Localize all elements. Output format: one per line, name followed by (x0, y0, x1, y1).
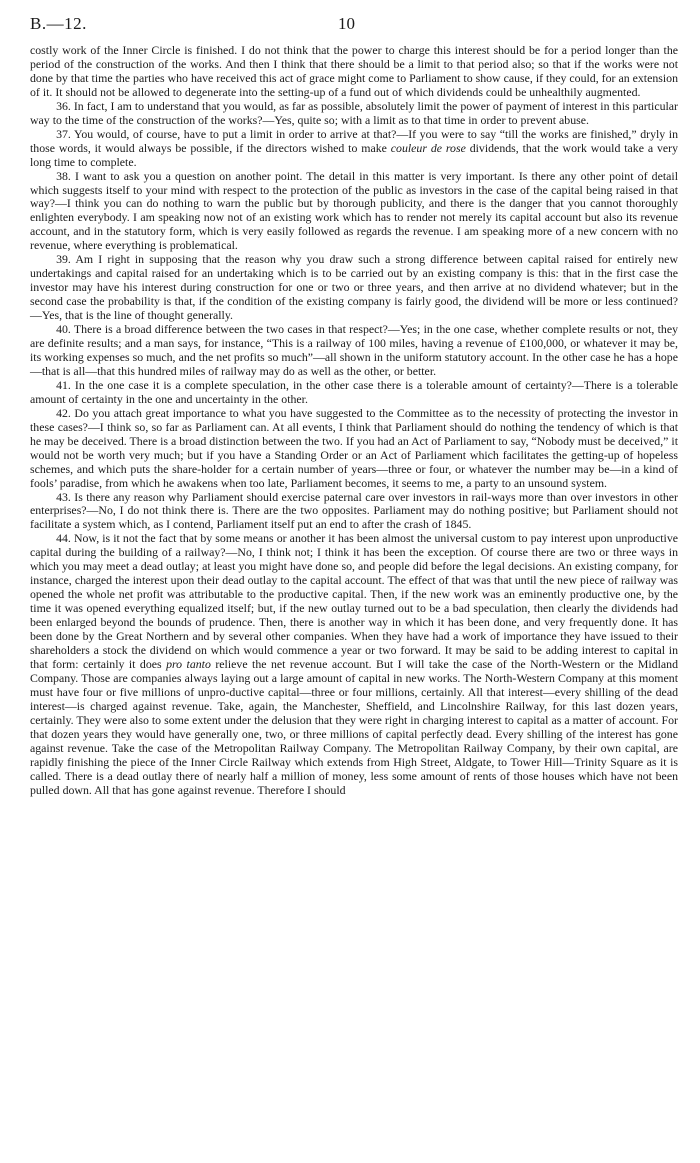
text-run: 37. You would, of course, have to put a limit in order to arrive at that?—If you were to say “till the works are finished,” dryly in those words, it would always be possible, if the directors wished to make (30, 126, 678, 155)
text-run: 42. Do you attach great importance to what you have suggested to the Committee as to the necessity of protecting the investor in these cases?—I think so, so far as Parliament can. At all events, I think that Parliament should do nothing the tendency of which is that he may be deceived. There is a broad distinction between the two. If you had an Act of Parliament to say, “Nobody must be deceived,” it would not be worth very much; but if you have a Standing Order or an Act of Parliament which facilitates the getting-up of hopeless schemes, and which puts the share-holder for a certain number of years—three or four, or whatever the number may be—in a kind of fools’ paradise, from which he awakens when too late, Parliament becomes, it seems to me, a party to an unsound system. (30, 405, 678, 490)
page-number: 10 (338, 14, 355, 33)
italic-text: pro tanto (166, 656, 211, 671)
paragraph (30, 491, 678, 533)
page-header (30, 14, 678, 44)
paragraph (30, 253, 678, 323)
italic-text: couleur de rose (390, 140, 466, 155)
paragraph (30, 379, 678, 407)
paragraph (30, 407, 678, 491)
body-text (30, 44, 678, 797)
text-run: relieve the net revenue account. But I will take the case of the North-Western or the Midland Company. Those are companies always laying out a large amount of capital in new works. The North-Western Company at this moment must have four or five millions of unpro-ductive capital—three or four millions, certainly. All that interest—every shilling of the dead interest—is charged against revenue. Take, again, the Manchester, Sheffield, and Lincolnshire Railway, for this last dozen years, certainly. They were also to some extent under the delusion that they were right in charging interest to capital as a matter of account. For that dozen years they would have generally one, two, or three millions of capital perfectly dead. Every shilling of the interest has gone against revenue. Take the case of the Metropolitan Railway Company. The Metropolitan Railway Company, by their own capital, are rapidly finishing the piece of the Inner Circle Railway which extends from High Street, Aldgate, to Tower Hill—Trinity Square as it is called. There is a dead outlay there of nearly half a million of money, less some amount of rents of those houses which have not been pulled down. All that has gone against revenue. Therefore I should (30, 656, 678, 797)
text-run: dividends, that the work would take a very long time to complete. (30, 140, 679, 169)
text-run: 40. There is a broad difference between the two cases in that respect?—Yes; in the one case, whether complete results or not, they are definite results; and a man says, for instance, “This is a railway of 100 miles, having a revenue of £100,000, or whatever it may be, its working expenses so much, and the net profits so much”—all shown in the uniform statutory account. In the other case he has a hope—that is all—that this hundred miles of railway may do as well as the other, or better. (30, 322, 678, 378)
paragraph (30, 170, 678, 254)
text-run: 36. In fact, I am to understand that you would, as far as possible, absolutely limit the power of payment of interest in this particular way to the time of the construction of the works?—Yes, quite so; with a limit as to that time in order to prevent abuse. (30, 98, 678, 127)
document-reference: B.—12. (30, 14, 87, 33)
paragraph (30, 532, 678, 797)
text-run: costly work of the Inner Circle is finished. I do not think that the power to charge this interest should be for a period longer than the period of the construction of the works. And then I think that there should be a limit to that period also; so that if the works were not done by that time the parties who have received this act of grace might come to Parliament to show cause, if they could, for an extension of it. It should not be allowed to degenerate into the setting-up of a fund out of which dividends could be unhealthily augmented. (30, 43, 678, 99)
paragraph (30, 100, 678, 128)
text-run: 41. In the one case it is a complete speculation, in the other case there is a tolerable amount of certainty?—There is a tolerable amount of certainty in the one and uncertainty in the other. (30, 377, 678, 406)
text-run: 44. Now, is it not the fact that by some means or another it has been almost the universal custom to pay interest upon unproductive capital during the building of a railway?—No, I think not; I think it has been the exception. Of course there are two or three ways in which you may meet a dead outlay; at least you might have done so, and people did before the legal decisions. An existing company, for instance, charged the interest upon their dead outlay to the capital account. The effect of that was that until the new piece of railway was opened the whole net profit was attributable to the productive capital. Then, if the new work was an eminently productive one, by the time it was opened everything equalized itself; but, if the new outlay turned out to be a bad speculation, then clearly the dividends had been enlarged beyond the bounds of prudence. Then, there is another way in which it has been done, and very frequently done. It has been done by the Great Northern and by several other companies. When they have had a work of importance they have issued to their shareholders a stock the dividend on which would commence a year or two forward. It may be said to be adding interest to capital in that form: certainly it does (30, 531, 678, 671)
text-run: 43. Is there any reason why Parliament should exercise paternal care over investors in rail-ways more than over investors in other enterprises?—No, I do not think there is. There are the two opposites. Parliament may do nothing positive; but Parliament should not facilitate a system which, as I contend, Parliament itself put an end to after the crash of 1845. (30, 489, 678, 532)
paragraph (30, 128, 678, 170)
paragraph-continued (30, 44, 678, 100)
text-run: 39. Am I right in supposing that the reason why you draw such a strong difference between capital raised for entirely new undertakings and capital raised for an undertaking which is to be carried out by an existing company is this: that in the first case the investor may have his interest during construction for one or two or three years, and then arrive at no dividend whatever; but in the second case the probability is that, if the condition of the existing company is fairly good, the dividend will be more or less continued?—Yes, that is the line of thought generally. (30, 252, 678, 323)
text-run: 38. I want to ask you a question on another point. The detail in this matter is very important. Is there any other point of detail which suggests itself to your mind with respect to the protection of the public as investors in the case of the capital being raised in that way?—I think you can do nothing to warn the public but by thorough publicity, and there is the danger that you cannot thoroughly enlighten everybody. I am speaking now not of an existing work which has to render not merely its capital account but also its revenue account, and in the statutory form, which is very easily followed as regards the revenue. I am speaking more of a new concern with no revenue, where everything is problematical. (30, 168, 678, 253)
paragraph (30, 323, 678, 379)
